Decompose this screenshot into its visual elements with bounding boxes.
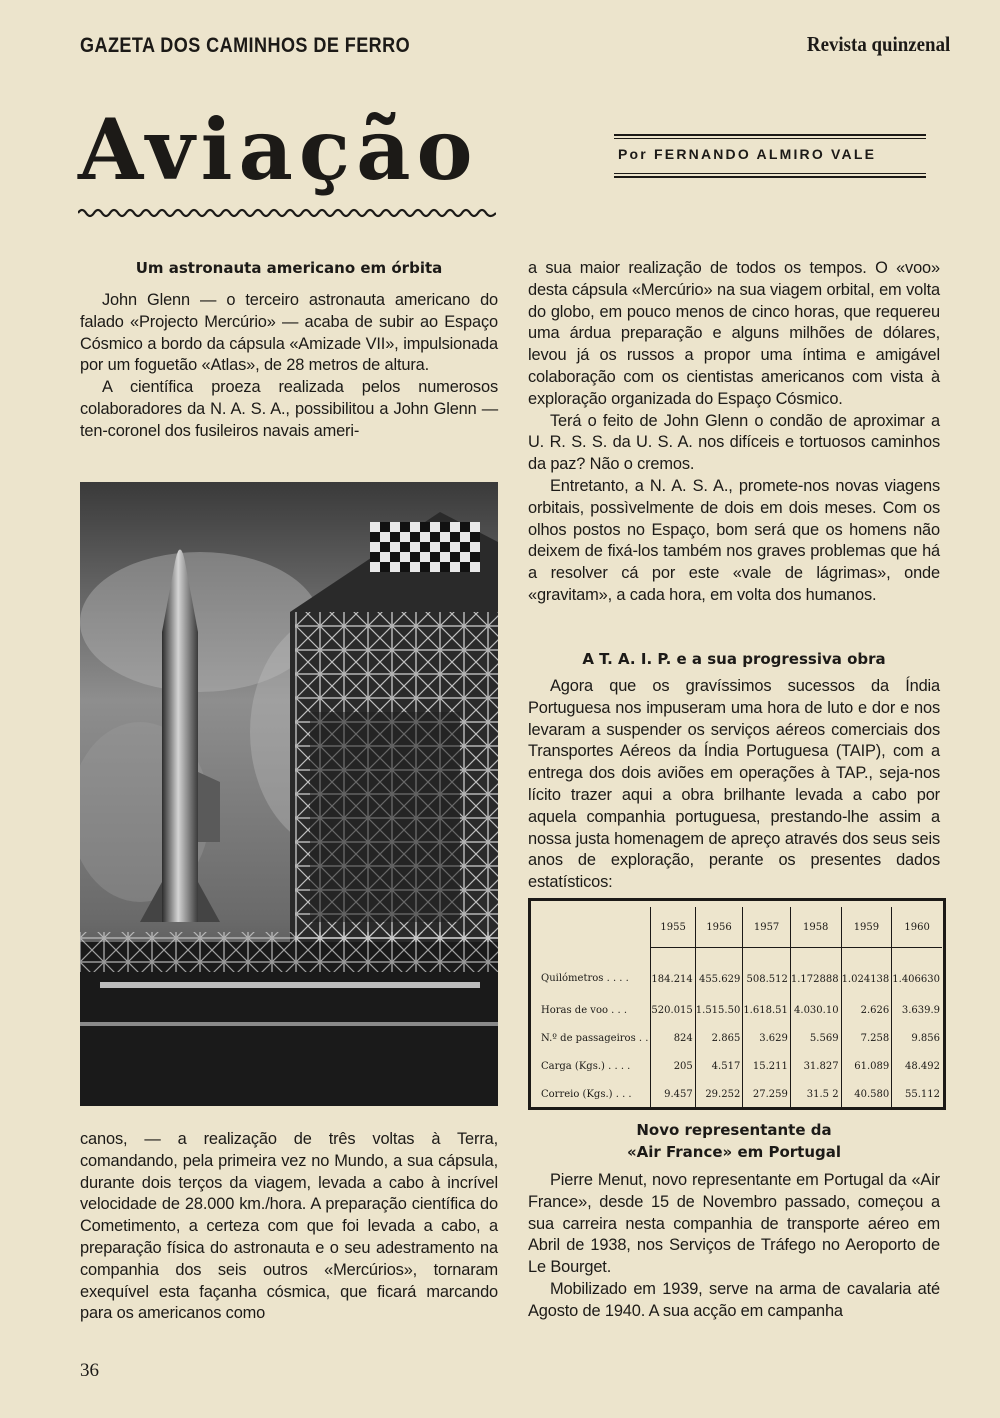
- cell: 5.569: [790, 1024, 841, 1052]
- page-number: 36: [80, 1360, 99, 1381]
- cell: 184.214: [651, 948, 695, 997]
- table-row: [535, 1052, 942, 1080]
- table-row: [535, 1024, 942, 1052]
- year-header: 1958: [790, 907, 841, 948]
- cell: 3.629: [743, 1024, 791, 1052]
- byline-box: [614, 134, 926, 178]
- cell: 40.580: [841, 1080, 892, 1108]
- cell: 1.024138: [841, 948, 892, 997]
- cell: 31.5 2: [790, 1080, 841, 1108]
- taip-statistics-table: [528, 898, 946, 1110]
- row-label: N.º de passageiros . .: [541, 1032, 649, 1044]
- row-label: Quilómetros . . . .: [541, 973, 629, 985]
- table-corner: [535, 907, 651, 948]
- cell: 2.626: [841, 996, 892, 1024]
- wavy-divider: [78, 206, 496, 220]
- journal-title: GAZETA DOS CAMINHOS DE FERRO: [80, 34, 411, 57]
- paragraph: Pierre Menut, novo representante em Portugal da «Air France», desde 15 de Novembro passado, começou a sua carreira nesta companhia de transporte aéreo em Abril de 1938, nos Serviços de Tráfego no Aeroporto de Le Bourget.: [528, 1171, 940, 1277]
- article-title: Aviação: [78, 100, 479, 199]
- left-column-top: [80, 290, 498, 443]
- table-row: [535, 1080, 942, 1108]
- cell: 1.618.51: [743, 996, 791, 1024]
- table-row: [535, 948, 942, 997]
- cell: 9.457: [651, 1080, 695, 1108]
- year-header: 1960: [892, 907, 942, 948]
- rocket-launch-photo: [80, 482, 498, 1106]
- cell: 7.258: [841, 1024, 892, 1052]
- cell: 61.089: [841, 1052, 892, 1080]
- section-heading-airfrance-2: «Air France» em Portugal: [626, 1143, 842, 1161]
- cell: 9.856: [892, 1024, 942, 1052]
- periodicity-label: Revista quinzenal: [806, 32, 950, 56]
- left-column-bottom: [80, 1129, 498, 1325]
- year-header: 1959: [841, 907, 892, 948]
- paragraph: A científica proeza realizada pelos numerosos colaboradores da N. A. S. A., possibilitou a John Glenn — ten-coronel dos fusileiros navais ameri-: [80, 378, 498, 440]
- section-heading-airfrance-1: Novo representante da: [636, 1121, 832, 1139]
- cell: 4.030.10: [790, 996, 841, 1024]
- cell: 15.211: [743, 1052, 791, 1080]
- paragraph: Mobilizado em 1939, serve na arma de cavalaria até Agosto de 1940. A sua acção em campanha: [528, 1279, 940, 1320]
- cell: 29.252: [695, 1080, 743, 1108]
- section-heading-astronaut: Um astronauta americano em órbita: [135, 259, 443, 277]
- cell: 1.172888: [790, 948, 841, 997]
- year-header: 1957: [743, 907, 791, 948]
- airfrance-text: [528, 1170, 940, 1323]
- rocket-photo-illustration: [80, 482, 498, 1106]
- taip-text: [528, 676, 940, 894]
- row-label: Carga (Kgs.) . . . .: [541, 1060, 631, 1072]
- cell: 1.406630: [892, 948, 942, 997]
- cell: 3.639.9: [892, 996, 942, 1024]
- paragraph: a sua maior realização de todos os tempos. O «voo» desta cápsula «Mercúrio» na sua viagem orbital, em volta do globo, em pouco menos de cinco horas, que requereu uma árdua preparação e alguns milhões de dólares, levou já os russos a propor uma íntima e amigável colaboração com os cientistas americanos com vista à exploração organizada do Espaço Cósmico.: [528, 259, 940, 408]
- paragraph: Terá o feito de John Glenn o condão de aproximar a U. R. S. S. da U. S. A. nos difíceis e tortuosos caminhos da paz? Não o cremos.: [528, 411, 940, 474]
- year-header: 1956: [695, 907, 743, 948]
- table-row: [535, 996, 942, 1024]
- cell: 4.517: [695, 1052, 743, 1080]
- cell: 48.492: [892, 1052, 942, 1080]
- paragraph: Entretanto, a N. A. S. A., promete-nos novas viagens orbitais, possìvelmente de dois em dois meses. Com os olhos postos no Espaço, bom será que os homens não deixem de fixá-los também nos graves problemas que há a resolver cá por este «vale de lágrimas», onde «gravitam», a cada hora, em volta dos humanos.: [528, 476, 940, 604]
- paragraph: canos, — a realização de três voltas à Terra, comandando, pela primeira vez no Mundo, a sua cápsula, durante dois terços da viagem, levada a cabo à incrível velocidade de 28.000 km./hora. A preparação científica do Cometimento, a certeza com que foi levada a cabo, a preparação física do astronauta e o seu adestramento na companhia dos seis outros «Mercúrios», tornaram exequível esta façanha cósmica, que ficará marcando para os americanos como: [80, 1130, 498, 1323]
- right-column-top: [528, 258, 940, 607]
- cell: 520.015: [651, 996, 695, 1024]
- cell: 455.629: [695, 948, 743, 997]
- cell: 508.512: [743, 948, 791, 997]
- cell: 55.112: [892, 1080, 942, 1108]
- section-heading-taip: A T. A. I. P. e a sua progressiva obra: [582, 650, 886, 668]
- row-label: Correio (Kgs.) . . .: [541, 1088, 632, 1100]
- cell: 2.865: [695, 1024, 743, 1052]
- byline: Por FERNANDO ALMIRO VALE: [618, 146, 877, 162]
- cell: 205: [651, 1052, 695, 1080]
- cell: 824: [651, 1024, 695, 1052]
- paragraph: Agora que os gravíssimos sucessos da Índia Portuguesa nos impuseram uma hora de luto e dor e nos levaram a suspender os serviços aéreos comerciais dos Transportes Aéreos da Índia Portuguesa (TAIP), com a entrega dos dois aviões em operações à TAP., seja-nos lícito trazer aqui a obra brilhante levada a cabo por aquela companhia portuguesa, prestando-lhe assim a nossa justa homenagem de apreço através dos seus seis anos de exploração, perante os presentes dados estatísticos:: [528, 677, 940, 892]
- cell: 1.515.50: [695, 996, 743, 1024]
- cell: 31.827: [790, 1052, 841, 1080]
- row-label: Horas de voo . . .: [541, 1004, 628, 1016]
- cell: 27.259: [743, 1080, 791, 1108]
- paragraph: John Glenn — o terceiro astronauta americano do falado «Projecto Mercúrio» — acaba de subir ao Espaço Cósmico a bordo da cápsula «Amizade VII», impulsionada por um foguetão «Atlas», de 28 metros de altura.: [80, 291, 498, 375]
- year-header: 1955: [651, 907, 695, 948]
